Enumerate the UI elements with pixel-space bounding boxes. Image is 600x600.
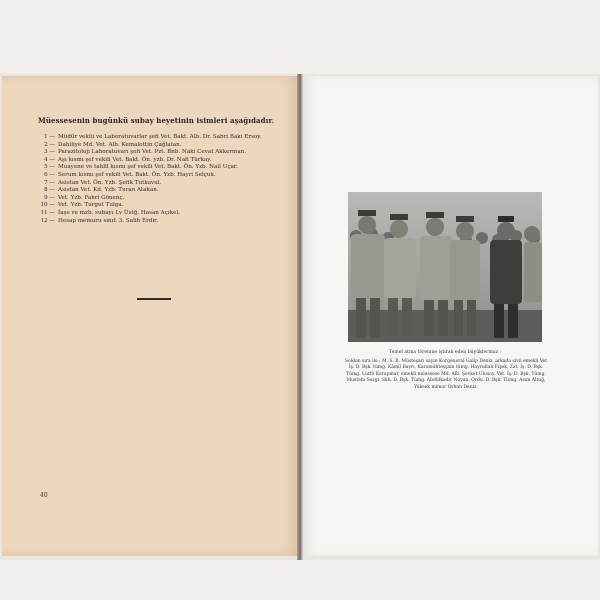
list-item-text: Vet. Yzb. Turgut Tulga.: [58, 202, 124, 209]
staff-list: [38, 134, 278, 225]
list-item-text: Dahiliye Md. Vet. Alb. Kemalettin Çağlatan.: [58, 141, 182, 148]
list-item-text: Hesap memuru sınıf. 3. Salih Erdir.: [58, 217, 159, 224]
list-item: [38, 195, 278, 203]
list-item-number: 6 —: [44, 171, 55, 178]
book-spread: [0, 74, 600, 560]
list-item-number: 11 —: [40, 209, 55, 216]
list-item: [38, 142, 278, 150]
list-item-text: Parazitoloji Laboratuvarı şefi Vet. Pzt. Bnb. Naki Cevat Akkerman.: [58, 149, 247, 156]
list-item-number: 12 —: [40, 217, 55, 224]
list-item-number: 10 —: [40, 202, 55, 209]
list-item-text: İaşe ve mzb. subayı Lv Üstğ. Hasan Açıkel.: [58, 209, 180, 216]
list-item-text: Asistan Vet. Kd. Yzb. Turan Atakan.: [58, 187, 159, 194]
list-item-number: 5 —: [44, 164, 55, 171]
list-item: [38, 134, 278, 142]
list-item-number: 9 —: [44, 194, 55, 201]
list-item-text: Müdür vekili ve Laboratuvarlar şefi Vet. Bakt. Alb. Dr. Sabri Baki Ersoy.: [58, 134, 262, 140]
right-page: [303, 76, 598, 556]
left-page: [2, 76, 298, 556]
photo-caption: Soldan sıra ile : M. S. B. Müsteşarı sayın Korgeneral Galip Deniz, arkada sivil emekli Vet İş. D. Bşk. tümg. Kâmil Bayrı, Karamühtesşam tümg. Hayrullah Fişek, Zat. İş. D. Bşk. Tümg. Lütfü Karapınar, emekli müessese Md. Alb. Şevket Ulusoy. Vet. İş. D. Bşk. Tümg. Mustafa Sezgi, Skh. D. Bşk. Tümg. Abdülkadir Noyan, Ordu. D. Bşk. Tümg. Asım Altuğ, Yüksek mimar Orhan Deniz.: [344, 359, 548, 390]
section-divider: [137, 298, 171, 300]
list-item-text: Serum kısmı şef vekili Vet. Bakt. Ön. Yzb. Hayri Selçuk.: [58, 171, 216, 178]
list-item-text: Aşı kısmı şef vekili Vet. Bakt. Ön. yzb. Dr. Nafi Türkay.: [58, 156, 212, 163]
list-item: [38, 187, 278, 195]
list-item-number: 4 —: [44, 156, 55, 163]
page-heading: Müessesenin bugünkü subay heyetinin isimleri aşağıdadır.: [38, 116, 275, 125]
list-item-number: 7 —: [44, 179, 55, 186]
list-item: [38, 202, 278, 210]
list-item-number: 2 —: [44, 141, 55, 148]
list-item: [38, 180, 278, 188]
list-item: [38, 149, 278, 157]
photo-caption-title: Temel atma törenine iştirak eden büyüklerimiz :: [388, 350, 502, 355]
list-item-number: 8 —: [44, 187, 55, 194]
list-item-text: Muayene ve tahlil kısmı şef vekili Vet. Bakt. Ön. Yzb. Nail Uçar.: [58, 164, 238, 171]
list-item: [38, 210, 278, 218]
list-item: [38, 218, 278, 226]
list-item-number: 3 —: [44, 149, 55, 156]
ceremony-photo: [348, 192, 542, 342]
page-number: 40: [40, 492, 48, 499]
list-item: [38, 164, 278, 172]
list-item-text: Vet. Yzb. Fahri Gönenç.: [58, 194, 125, 201]
list-item-text: Asistan Vet. Ön. Yzb. Şefik Tutkavul.: [58, 179, 162, 186]
list-item-number: 1 —: [44, 134, 55, 140]
ceremony-photo-image: [348, 192, 542, 342]
list-item: [38, 172, 278, 180]
